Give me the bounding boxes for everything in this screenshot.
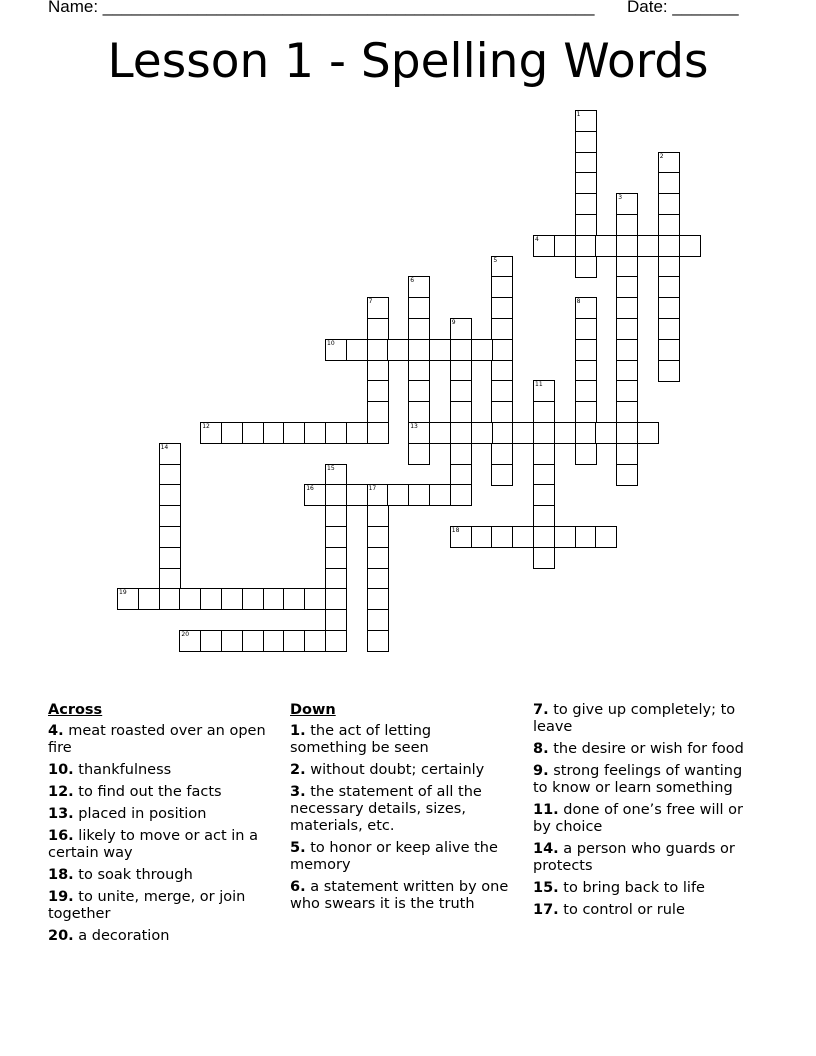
grid-cell[interactable] — [159, 588, 181, 610]
clue-number: 1 — [576, 111, 581, 118]
grid-cell[interactable] — [304, 422, 326, 444]
clue-across-16: 16. likely to move or act in a certain way — [48, 828, 258, 861]
grid-cell[interactable] — [367, 484, 389, 506]
grid-cell[interactable] — [159, 484, 181, 506]
grid-cell[interactable] — [491, 422, 513, 444]
clue-across-19: 19. to unite, merge, or join together — [48, 889, 246, 922]
grid-cell[interactable] — [429, 422, 451, 444]
grid-cell[interactable] — [595, 235, 617, 257]
grid-cell[interactable] — [367, 609, 389, 631]
grid-cell[interactable] — [200, 630, 222, 652]
grid-cell[interactable] — [533, 484, 555, 506]
grid-cell[interactable] — [491, 526, 513, 548]
grid-cell[interactable] — [159, 464, 181, 486]
down-clues-continued — [533, 702, 755, 924]
grid-cell[interactable] — [491, 443, 513, 465]
grid-cell[interactable] — [575, 380, 597, 402]
clue-across-18: 18. to soak through — [48, 867, 193, 883]
clue-down-2: 2. without doubt; certainly — [290, 762, 485, 778]
grid-cell[interactable] — [429, 484, 451, 506]
grid-cell[interactable] — [304, 630, 326, 652]
grid-cell[interactable] — [408, 484, 430, 506]
grid-cell[interactable] — [159, 547, 181, 569]
grid-cell[interactable] — [616, 214, 638, 236]
grid-cell[interactable] — [408, 339, 430, 361]
grid-cell[interactable] — [616, 464, 638, 486]
grid-cell[interactable] — [450, 526, 472, 548]
clue-number: 20 — [181, 631, 190, 638]
grid-cell[interactable] — [325, 339, 347, 361]
clue-across-12: 12. to find out the facts — [48, 784, 222, 800]
grid-cell[interactable] — [575, 339, 597, 361]
grid-cell[interactable] — [408, 276, 430, 298]
grid-cell[interactable] — [554, 526, 576, 548]
grid-cell[interactable] — [658, 214, 680, 236]
grid-cell[interactable] — [325, 588, 347, 610]
grid-cell[interactable] — [575, 401, 597, 423]
grid-cell[interactable] — [159, 443, 181, 465]
grid-cell[interactable] — [575, 318, 597, 340]
clue-number: 13 — [410, 423, 418, 430]
clue-down-9: 9. strong feelings of wanting to know or learn something — [533, 763, 743, 796]
grid-cell[interactable] — [658, 172, 680, 194]
clue-down-15: 15. to bring back to life — [533, 880, 705, 896]
grid-cell[interactable] — [367, 360, 389, 382]
grid-cell[interactable] — [491, 276, 513, 298]
clue-number: 10 — [327, 339, 335, 347]
grid-cell[interactable] — [346, 339, 368, 361]
clue-down-1: 1. the act of letting something be seen — [290, 723, 432, 756]
grid-cell[interactable] — [325, 630, 347, 652]
down-heading: Down — [290, 702, 336, 718]
clue-number: 8 — [576, 298, 581, 306]
grid-cell[interactable] — [658, 152, 680, 174]
grid-cell[interactable] — [533, 401, 555, 423]
grid-cell[interactable] — [450, 422, 472, 444]
grid-cell[interactable] — [283, 422, 305, 444]
clue-down-6: 6. a statement written by one who swears it is the truth — [290, 879, 509, 912]
grid-cell[interactable] — [283, 630, 305, 652]
grid-cell[interactable] — [637, 235, 659, 257]
grid-cell[interactable] — [221, 588, 243, 610]
grid-cell[interactable] — [575, 360, 597, 382]
grid-cell[interactable] — [138, 588, 160, 610]
grid-cell[interactable] — [325, 568, 347, 590]
grid-cell[interactable] — [367, 547, 389, 569]
clue-number: 12 — [202, 423, 210, 430]
clue-number: 18 — [451, 527, 460, 534]
grid-cell[interactable] — [450, 318, 472, 340]
grid-cell[interactable] — [658, 339, 680, 361]
grid-cell[interactable] — [367, 568, 389, 590]
grid-cell[interactable] — [575, 193, 597, 215]
grid-cell[interactable] — [575, 297, 597, 319]
grid-cell[interactable] — [658, 256, 680, 278]
grid-cell[interactable] — [554, 235, 576, 257]
grid-cell[interactable] — [304, 484, 326, 506]
grid-cell[interactable] — [491, 464, 513, 486]
grid-cell[interactable] — [325, 547, 347, 569]
clue-number: 5 — [493, 256, 498, 264]
grid-cell[interactable] — [658, 318, 680, 340]
clue-number: 16 — [306, 485, 314, 493]
grid-cell[interactable] — [200, 422, 222, 444]
name-field[interactable]: Name: ____________________________________________________ — [48, 0, 595, 16]
grid-cell[interactable] — [450, 443, 472, 465]
grid-cell[interactable] — [658, 360, 680, 382]
grid-cell[interactable] — [575, 443, 597, 465]
grid-cell[interactable] — [533, 422, 555, 444]
grid-cell[interactable] — [367, 630, 389, 652]
grid-cell[interactable] — [491, 318, 513, 340]
clue-across-4: 4. meat roasted over an open fire — [48, 723, 266, 756]
clue-down-11: 11. done of one’s free will or by choice — [533, 802, 744, 835]
grid-cell[interactable] — [283, 588, 305, 610]
grid-cell[interactable] — [263, 630, 285, 652]
grid-cell[interactable] — [575, 110, 597, 132]
grid-cell[interactable] — [512, 526, 534, 548]
clue-across-10: 10. thankfulness — [48, 762, 172, 778]
clue-number: 9 — [451, 319, 456, 326]
grid-cell[interactable] — [367, 422, 389, 444]
grid-cell[interactable] — [575, 172, 597, 194]
grid-cell[interactable] — [346, 422, 368, 444]
clue-down-7: 7. to give up completely; to leave — [533, 702, 736, 735]
grid-cell[interactable] — [616, 256, 638, 278]
grid-cell[interactable] — [429, 339, 451, 361]
grid-cell[interactable] — [408, 297, 430, 319]
grid-cell[interactable] — [491, 256, 513, 278]
clue-down-14: 14. a person who guards or protects — [533, 841, 735, 874]
clue-number: 6 — [410, 277, 415, 285]
grid-cell[interactable] — [533, 380, 555, 402]
clue-down-17: 17. to control or rule — [533, 902, 685, 918]
grid-cell[interactable] — [450, 401, 472, 423]
grid-cell[interactable] — [159, 568, 181, 590]
grid-cell[interactable] — [533, 443, 555, 465]
grid-cell[interactable] — [387, 339, 409, 361]
grid-cell[interactable] — [533, 235, 555, 257]
grid-cell[interactable] — [408, 318, 430, 340]
grid-cell[interactable] — [304, 588, 326, 610]
grid-cell[interactable] — [408, 401, 430, 423]
grid-cell[interactable] — [616, 422, 638, 444]
date-field[interactable]: Date: _______ — [627, 0, 739, 16]
grid-cell[interactable] — [367, 588, 389, 610]
grid-cell[interactable] — [616, 443, 638, 465]
grid-cell[interactable] — [242, 422, 264, 444]
down-clues — [290, 702, 512, 918]
grid-cell[interactable] — [159, 505, 181, 527]
grid-cell[interactable] — [595, 422, 617, 444]
grid-cell[interactable] — [616, 339, 638, 361]
grid-cell[interactable] — [637, 422, 659, 444]
grid-cell[interactable] — [679, 235, 701, 257]
grid-cell[interactable] — [367, 526, 389, 548]
grid-cell[interactable] — [595, 526, 617, 548]
grid-cell[interactable] — [367, 339, 389, 361]
grid-cell[interactable] — [117, 588, 139, 610]
grid-cell[interactable] — [450, 484, 472, 506]
grid-cell[interactable] — [242, 630, 264, 652]
grid-cell[interactable] — [408, 360, 430, 382]
grid-cell[interactable] — [471, 422, 493, 444]
grid-cell[interactable] — [616, 380, 638, 402]
grid-cell[interactable] — [263, 422, 285, 444]
grid-cell[interactable] — [658, 235, 680, 257]
grid-cell[interactable] — [242, 588, 264, 610]
grid-cell[interactable] — [325, 464, 347, 486]
grid-cell[interactable] — [450, 464, 472, 486]
grid-cell[interactable] — [512, 422, 534, 444]
grid-cell[interactable] — [367, 401, 389, 423]
grid-cell[interactable] — [575, 131, 597, 153]
across-clues — [48, 702, 270, 950]
clue-number: 11 — [535, 381, 543, 389]
page-title: Lesson 1 - Spelling Words — [107, 34, 709, 89]
grid-cell[interactable] — [575, 214, 597, 236]
grid-cell[interactable] — [179, 630, 201, 652]
grid-cell[interactable] — [325, 505, 347, 527]
grid-cell[interactable] — [491, 339, 513, 361]
clue-number: 17 — [368, 485, 377, 493]
grid-cell[interactable] — [533, 547, 555, 569]
clue-number: 4 — [535, 235, 539, 243]
grid-cell[interactable] — [325, 484, 347, 506]
grid-cell[interactable] — [616, 235, 638, 257]
grid-cell[interactable] — [221, 422, 243, 444]
grid-cell[interactable] — [450, 380, 472, 402]
grid-cell[interactable] — [471, 526, 493, 548]
across-heading: Across — [48, 702, 103, 718]
grid-cell[interactable] — [616, 318, 638, 340]
grid-cell[interactable] — [616, 297, 638, 319]
grid-cell[interactable] — [346, 484, 368, 506]
grid-cell[interactable] — [554, 422, 576, 444]
grid-cell[interactable] — [616, 276, 638, 298]
grid-cell[interactable] — [491, 360, 513, 382]
clue-number: 7 — [368, 298, 373, 306]
grid-cell[interactable] — [575, 422, 597, 444]
grid-cell[interactable] — [450, 339, 472, 361]
clue-down-3: 3. the statement of all the necessary details, sizes, materials, etc. — [290, 784, 482, 834]
grid-cell[interactable] — [491, 380, 513, 402]
grid-cell[interactable] — [367, 380, 389, 402]
grid-cell[interactable] — [408, 380, 430, 402]
clue-number: 19 — [119, 589, 127, 597]
clue-across-20: 20. a decoration — [48, 928, 170, 944]
grid-cell[interactable] — [367, 505, 389, 527]
clue-number: 15 — [327, 464, 335, 472]
grid-cell[interactable] — [367, 318, 389, 340]
clue-number: 2 — [659, 152, 664, 160]
grid-cell[interactable] — [575, 152, 597, 174]
clue-across-13: 13. placed in position — [48, 806, 207, 822]
grid-cell[interactable] — [658, 276, 680, 298]
grid-cell[interactable] — [616, 360, 638, 382]
grid-cell[interactable] — [491, 297, 513, 319]
grid-cell[interactable] — [408, 422, 430, 444]
clue-number: 3 — [618, 194, 623, 202]
grid-cell[interactable] — [533, 464, 555, 486]
grid-cell[interactable] — [533, 526, 555, 548]
grid-cell[interactable] — [159, 526, 181, 548]
grid-cell[interactable] — [408, 443, 430, 465]
clue-number: 14 — [160, 443, 169, 451]
grid-cell[interactable] — [533, 505, 555, 527]
grid-cell[interactable] — [179, 588, 201, 610]
grid-cell[interactable] — [325, 609, 347, 631]
grid-cell[interactable] — [221, 630, 243, 652]
grid-cell[interactable] — [200, 588, 222, 610]
grid-cell[interactable] — [387, 484, 409, 506]
grid-cell[interactable] — [367, 297, 389, 319]
grid-cell[interactable] — [575, 235, 597, 257]
grid-cell[interactable] — [616, 401, 638, 423]
grid-cell[interactable] — [658, 193, 680, 215]
grid-cell[interactable] — [658, 297, 680, 319]
grid-cell[interactable] — [325, 422, 347, 444]
grid-cell[interactable] — [575, 256, 597, 278]
grid-cell[interactable] — [263, 588, 285, 610]
clue-down-8: 8. the desire or wish for food — [533, 741, 744, 757]
grid-cell[interactable] — [616, 193, 638, 215]
clue-down-5: 5. to honor or keep alive the memory — [290, 840, 498, 873]
grid-cell[interactable] — [325, 526, 347, 548]
grid-cell[interactable] — [450, 360, 472, 382]
grid-cell[interactable] — [471, 339, 493, 361]
grid-cell[interactable] — [491, 401, 513, 423]
grid-cell[interactable] — [575, 526, 597, 548]
